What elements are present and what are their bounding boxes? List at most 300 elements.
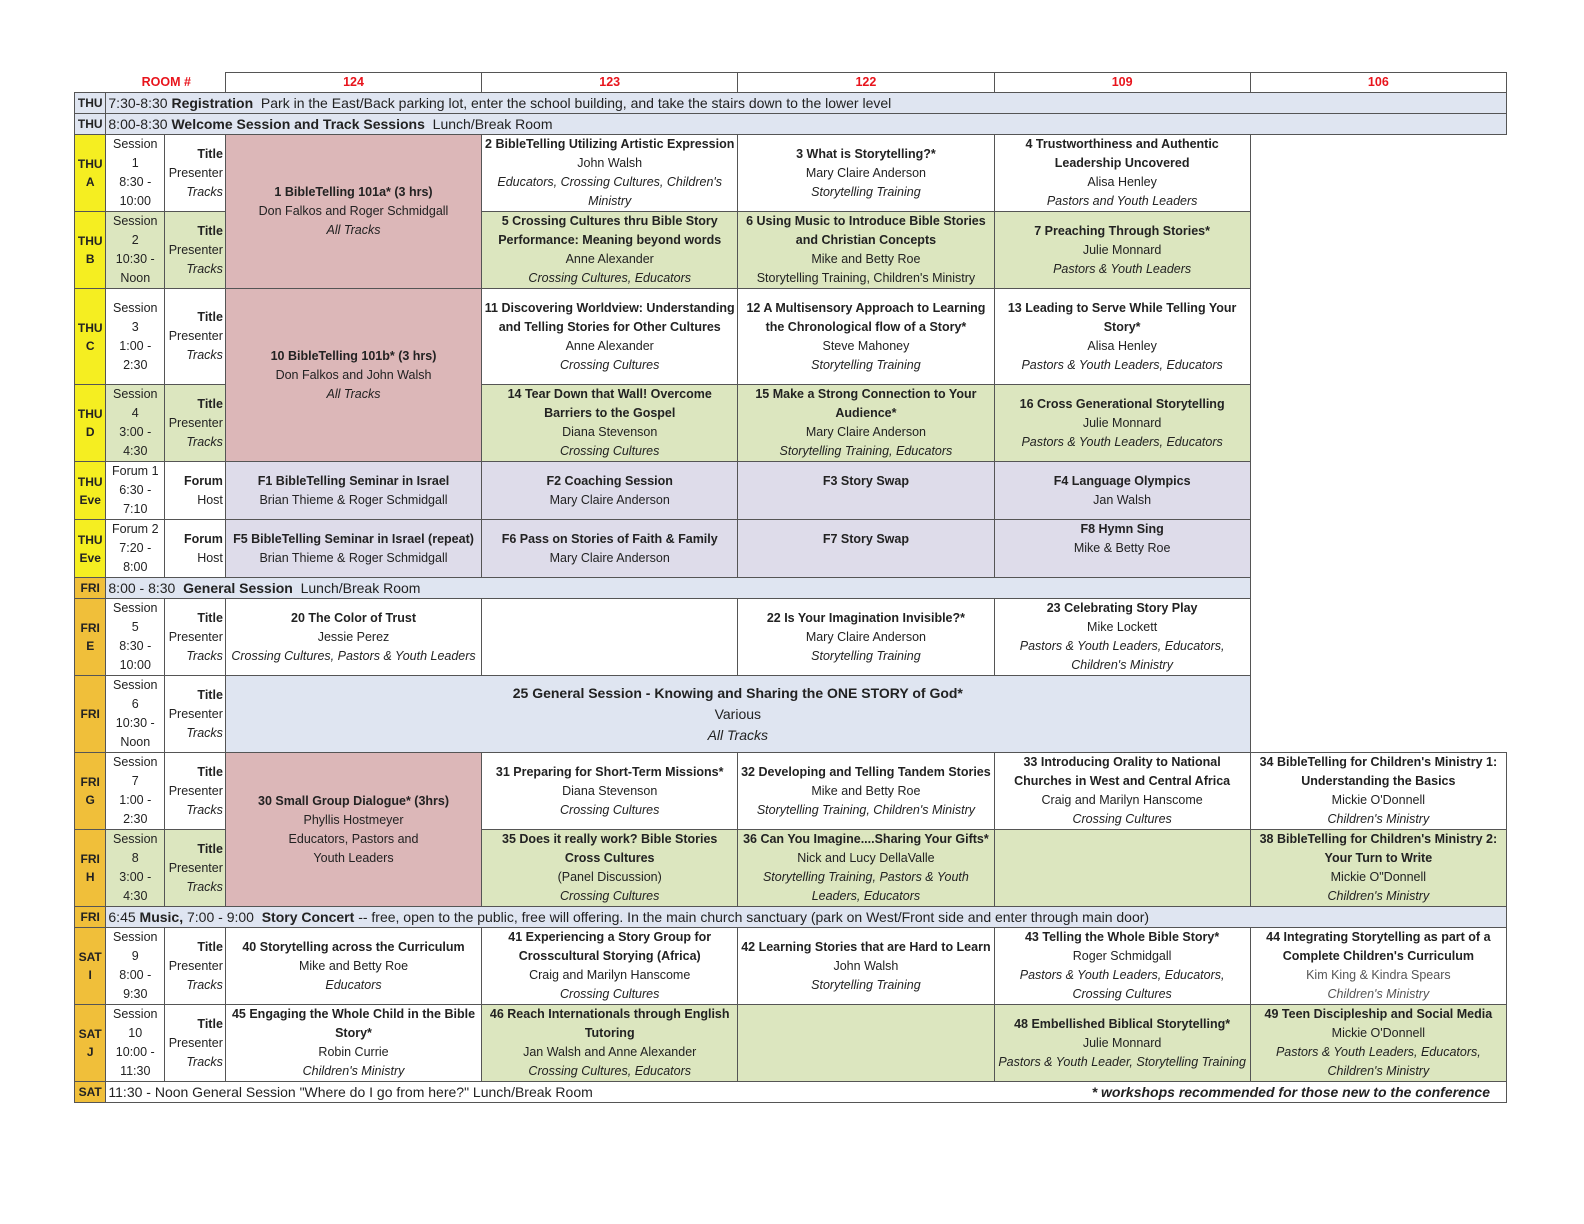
title-label: Title xyxy=(197,146,223,161)
workshop-title: F5 BibleTelling Seminar in Israel (repeat) xyxy=(233,531,474,546)
session-time xyxy=(106,135,165,212)
session-name: Session 7 xyxy=(113,755,158,788)
workshop-16[interactable] xyxy=(994,385,1250,462)
presenter-label: Presenter xyxy=(168,958,223,973)
slot-code: I xyxy=(88,968,92,982)
title-label: Title xyxy=(197,841,223,856)
workshop-tracks: Crossing Cultures xyxy=(560,889,660,903)
workshop-10[interactable] xyxy=(225,289,481,462)
workshop-title: 4 Trustworthiness and Authentic Leadership Uncovered xyxy=(1025,137,1219,170)
workshop-presenter: Anne Alexander xyxy=(565,338,654,353)
workshop-23[interactable] xyxy=(994,599,1250,676)
workshop-presenter: Mike and Betty Roe xyxy=(811,252,921,266)
session-start: 1:00 - xyxy=(119,793,152,807)
day-label: THU xyxy=(77,157,103,171)
presenter-label: Presenter xyxy=(168,165,223,180)
day-label: FRI xyxy=(75,907,106,928)
concert-banner xyxy=(106,907,1507,928)
workshop-tracks: Crossing Cultures, Educators xyxy=(528,1064,691,1078)
title-label: Title xyxy=(197,939,223,954)
workshop-tracks: Educators xyxy=(325,977,382,992)
workshop-tracks: Pastors & Youth Leaders, Educators xyxy=(1021,357,1223,372)
workshop-presenter: Brian Thieme & Roger Schmidgall xyxy=(259,550,448,565)
workshop-36[interactable] xyxy=(738,830,994,907)
row-labels xyxy=(165,462,226,520)
slot-code: B xyxy=(85,252,95,266)
workshop-presenter: Mike and Betty Roe xyxy=(298,958,409,973)
forum-label: Forum xyxy=(184,473,223,488)
empty-room-cell xyxy=(738,1005,994,1082)
day-label: THU xyxy=(77,532,103,547)
empty-cell xyxy=(1250,212,1506,289)
session-start: 8:00 - xyxy=(119,968,152,982)
workshop-title: 3 What is Storytelling?* xyxy=(796,146,936,161)
empty-room-cell xyxy=(994,830,1250,907)
workshop-tracks: Storytelling Training xyxy=(811,977,921,992)
workshop-7[interactable] xyxy=(994,212,1250,289)
empty-cell xyxy=(1250,385,1506,462)
workshop-presenter: Mike and Betty Roe xyxy=(811,783,921,798)
day-label: SAT xyxy=(78,950,102,964)
session-start: 10:00 - xyxy=(115,1045,155,1059)
workshop-tracks: Crossing Cultures xyxy=(1072,812,1172,826)
fri-general-row xyxy=(75,578,1507,599)
workshop-title: 14 Tear Down that Wall! Overcome Barriers to the Gospel xyxy=(507,387,712,420)
day-label: FRI xyxy=(75,578,106,599)
slot-code: E xyxy=(86,639,95,653)
forum-F3[interactable] xyxy=(738,462,994,520)
banner-text: -- free, open to the public, free will offering. In the main church sanctuary (park on West/Front side and enter through main door) xyxy=(358,908,1150,925)
banner-bold: Music, xyxy=(139,908,184,925)
workshop-presenter: Diana Stevenson xyxy=(562,783,658,798)
forum-F4[interactable] xyxy=(994,462,1250,520)
workshop-3[interactable] xyxy=(738,135,994,212)
workshop-tracks: Storytelling Training, Pastors & Youth Leaders, Educators xyxy=(762,870,969,903)
session-name: Session 1 xyxy=(113,137,158,170)
workshop-presenter: Nick and Lucy DellaValle xyxy=(797,851,935,865)
row-labels xyxy=(165,676,226,753)
workshop-32[interactable] xyxy=(738,753,994,830)
workshop-presenter: Mary Claire Anderson xyxy=(805,629,927,644)
fri-general-banner xyxy=(106,578,1250,599)
workshop-title: 25 General Session - Knowing and Sharing the ONE STORY of God* xyxy=(512,684,963,701)
workshop-title: 2 BibleTelling Utilizing Artistic Expression xyxy=(485,137,735,151)
room-106: 106 xyxy=(1250,73,1506,93)
workshop-presenter: Mike & Betty Roe xyxy=(1073,541,1171,555)
tracks-label: Tracks xyxy=(186,348,223,362)
workshop-title: 6 Using Music to Introduce Bible Stories and Christian Concepts xyxy=(746,214,986,247)
banner-bold: Registration xyxy=(171,94,254,111)
thu-welcome-row xyxy=(75,114,1507,135)
row-labels xyxy=(165,135,226,212)
workshop-tracks: Children's Ministry xyxy=(1327,889,1430,903)
tracks-label: Tracks xyxy=(186,802,223,817)
sat-final-row xyxy=(75,1082,1507,1103)
workshop-title: F6 Pass on Stories of Faith & Family xyxy=(501,531,718,546)
forum-row-1 xyxy=(75,462,1507,520)
tracks-label: Tracks xyxy=(186,434,223,449)
forum-F1[interactable] xyxy=(225,462,481,520)
session-time xyxy=(106,928,165,1005)
workshop-presenter: Mary Claire Anderson xyxy=(805,425,927,439)
session-name: Forum 2 xyxy=(111,522,159,536)
workshop-title: 16 Cross Generational Storytelling xyxy=(1019,396,1225,411)
workshop-tracks: Storytelling Training xyxy=(811,357,921,372)
banner-text: 11:30 - Noon General Session "Where do I go from here?" Lunch/Break Room xyxy=(108,1083,593,1100)
title-label: Title xyxy=(197,687,223,702)
workshop-tracks: Children's Ministry xyxy=(302,1064,405,1078)
workshop-31[interactable] xyxy=(482,753,738,830)
workshop-presenter: John Walsh xyxy=(577,156,643,170)
workshop-34[interactable] xyxy=(1250,753,1506,830)
workshop-40[interactable] xyxy=(225,928,481,1005)
workshop-tracks: Children's Ministry xyxy=(1327,987,1430,1001)
workshop-tracks: Storytelling Training, Children's Ministry xyxy=(756,802,976,817)
slot-code: A xyxy=(85,175,95,189)
workshop-tracks: Pastors & Youth Leader, Storytelling Training xyxy=(998,1054,1246,1069)
fri-concert-row xyxy=(75,907,1507,928)
workshop-6[interactable] xyxy=(738,212,994,289)
workshop-title: 31 Preparing for Short-Term Missions* xyxy=(495,764,724,779)
tracks-label: Tracks xyxy=(186,184,223,199)
welcome-banner xyxy=(106,114,1507,135)
workshop-title: 15 Make a Strong Connection to Your Audience* xyxy=(755,387,977,420)
session-start: 3:00 - xyxy=(119,870,152,884)
workshop-presenter: Phyllis Hostmeyer xyxy=(303,812,404,827)
presenter-label: Presenter xyxy=(168,329,223,343)
day-label: THU xyxy=(75,93,106,114)
title-label: Title xyxy=(197,396,223,411)
workshop-20[interactable] xyxy=(225,599,481,676)
tracks-label: Tracks xyxy=(186,879,223,894)
day-label: THU xyxy=(77,320,103,335)
session-name: Session 3 xyxy=(113,300,158,334)
workshop-title: 41 Experiencing a Story Group for Crosscultural Storying (Africa) xyxy=(508,930,712,963)
workshop-12[interactable] xyxy=(738,289,994,385)
tracks-label: Tracks xyxy=(186,977,223,992)
slot-code: C xyxy=(85,338,95,353)
forum-F6[interactable] xyxy=(482,520,738,578)
forum-F7[interactable] xyxy=(738,520,994,578)
row-labels xyxy=(165,289,226,385)
workshop-33[interactable] xyxy=(994,753,1250,830)
workshop-tracks: Children's Ministry xyxy=(1327,812,1430,826)
presenter-label: Presenter xyxy=(168,1035,223,1050)
workshop-presenter: Jan Walsh xyxy=(1093,492,1152,507)
workshop-presenter: Mary Claire Anderson xyxy=(549,550,670,565)
session-name: Session 5 xyxy=(113,601,158,634)
forum-F8[interactable] xyxy=(994,520,1250,578)
session-start: 7:20 - xyxy=(119,541,152,555)
workshop-43[interactable] xyxy=(994,928,1250,1005)
workshop-48[interactable] xyxy=(994,1005,1250,1082)
workshop-presenter: Mickie O'Donnell xyxy=(1331,1026,1426,1040)
workshop-tracks: Pastors & Youth Leaders, Educators, Children's Ministry xyxy=(1275,1045,1481,1078)
workshop-tracks: Pastors & Youth Leaders xyxy=(1053,261,1192,276)
day-label: FRI xyxy=(80,621,100,635)
empty-cell xyxy=(1250,520,1506,578)
workshop-46[interactable] xyxy=(482,1005,738,1082)
session-end: 10:00 xyxy=(119,194,151,208)
workshop-tracks: All Tracks xyxy=(707,726,769,743)
session-end: 2:30 xyxy=(123,357,148,372)
banner-bold: General Session xyxy=(183,579,293,596)
workshop-presenter: Steve Mahoney xyxy=(822,338,910,353)
workshop-35[interactable] xyxy=(482,830,738,907)
workshop-title: F8 Hymn Sing xyxy=(1080,522,1164,536)
empty-cell xyxy=(1250,578,1506,599)
session-name: Session 9 xyxy=(113,930,158,963)
workshop-tracks: Storytelling Training, Educators xyxy=(779,444,953,458)
session-row-g xyxy=(75,753,1507,830)
workshop-tracks: Educators, Crossing Cultures, Children's Ministry xyxy=(497,175,723,208)
workshop-45[interactable] xyxy=(225,1005,481,1082)
workshop-title: 33 Introducing Orality to National Churches in West and Central Africa xyxy=(1014,755,1231,788)
session-name: Session 2 xyxy=(113,214,158,247)
row-labels xyxy=(165,928,226,1005)
workshop-presenter: Mickie O"Donnell xyxy=(1330,870,1427,884)
workshop-13[interactable] xyxy=(994,289,1250,385)
workshop-presenter: Jessie Perez xyxy=(317,629,390,644)
workshop-presenter: Diana Stevenson xyxy=(562,425,658,439)
workshop-title: 32 Developing and Telling Tandem Stories xyxy=(741,764,991,779)
forum-F5[interactable] xyxy=(225,520,481,578)
workshop-presenter: Mary Claire Anderson xyxy=(805,165,927,180)
banner-time: 7:30-8:30 xyxy=(108,94,168,111)
tracks-label: Tracks xyxy=(186,1054,223,1069)
workshop-tracks: Crossing Cultures xyxy=(560,444,660,458)
workshop-presenter: John Walsh xyxy=(833,958,899,973)
title-label: Title xyxy=(197,764,223,779)
workshop-presenter: Alisa Henley xyxy=(1087,175,1157,189)
workshop-tracks: Storytelling Training, Children's Ministry xyxy=(756,271,976,285)
workshop-presenter: Don Falkos and Roger Schmidgall xyxy=(258,204,449,218)
workshop-title: 48 Embellished Biblical Storytelling* xyxy=(1014,1016,1231,1031)
session-row-6 xyxy=(75,676,1507,753)
workshop-presenter: Alisa Henley xyxy=(1087,338,1157,353)
workshop-tracks: Pastors & Youth Leaders, Educators, Children's Ministry xyxy=(1019,639,1225,672)
workshop-presenter: Roger Schmidgall xyxy=(1072,949,1172,963)
workshop-title: 40 Storytelling across the Curriculum xyxy=(242,939,465,954)
workshop-title: 12 A Multisensory Approach to Learning the Chronological flow of a Story* xyxy=(746,300,986,334)
workshop-title: 23 Celebrating Story Play xyxy=(1046,601,1198,615)
session-end: Noon xyxy=(120,271,151,285)
workshop-11[interactable] xyxy=(482,289,738,385)
day-cell xyxy=(75,520,106,578)
session-time xyxy=(106,520,165,578)
workshop-tracks: Crossing Cultures, Educators xyxy=(528,271,691,285)
session-end: 11:30 xyxy=(120,1064,151,1078)
presenter-label: Presenter xyxy=(168,415,223,430)
thu-registration-row xyxy=(75,93,1507,114)
workshop-42[interactable] xyxy=(738,928,994,1005)
day-cell xyxy=(75,385,106,462)
session-time xyxy=(106,212,165,289)
workshop-presenter: Mickie O'Donnell xyxy=(1331,793,1426,807)
session-start: 10:30 - xyxy=(115,252,155,266)
workshop-tracks: Crossing Cultures xyxy=(560,357,660,372)
session-end: 7:10 xyxy=(123,502,148,516)
workshop-tracks: Crossing Cultures xyxy=(560,987,660,1001)
day-cell xyxy=(75,212,106,289)
presenter-label: Presenter xyxy=(168,783,223,798)
row-labels xyxy=(165,753,226,830)
day-cell xyxy=(75,830,106,907)
banner-text: Lunch/Break Room xyxy=(432,115,553,132)
room-123: 123 xyxy=(482,73,738,93)
day-cell xyxy=(75,928,106,1005)
session-row-i xyxy=(75,928,1507,1005)
registration-banner xyxy=(106,93,1507,114)
title-label: Title xyxy=(197,610,223,625)
workshop-title: 5 Crossing Cultures thru Bible Story Performance: Meaning beyond words xyxy=(498,214,722,247)
banner-bold: Welcome Session and Track Sessions xyxy=(171,115,425,132)
banner-time: 8:00 - 8:30 xyxy=(108,579,176,596)
empty-cell xyxy=(1250,676,1506,753)
workshop-title: F4 Language Olympics xyxy=(1053,473,1191,488)
forum-label: Forum xyxy=(184,531,223,546)
workshop-title: 7 Preaching Through Stories* xyxy=(1034,223,1210,238)
session-end: 4:30 xyxy=(123,444,148,458)
banner-time: 6:45 xyxy=(108,908,136,925)
workshop-title: 13 Leading to Serve While Telling Your Story* xyxy=(1007,300,1237,334)
workshop-5[interactable] xyxy=(482,212,738,289)
workshop-presenter: Julie Monnard xyxy=(1082,1035,1162,1050)
workshop-tracks: Pastors and Youth Leaders xyxy=(1046,194,1198,208)
day-cell xyxy=(75,1005,106,1082)
workshop-presenter: Mary Claire Anderson xyxy=(549,492,670,507)
session-start: 6:30 - xyxy=(119,483,152,497)
title-label: Title xyxy=(197,1016,223,1031)
workshop-title: 46 Reach Internationals through English Tutoring xyxy=(489,1007,730,1040)
slot-code: D xyxy=(85,425,95,439)
workshop-presenter: Don Falkos and John Walsh xyxy=(275,367,432,382)
row-labels xyxy=(165,599,226,676)
session-name: Session 10 xyxy=(113,1007,158,1040)
row-labels xyxy=(165,385,226,462)
workshop-title: 38 BibleTelling for Children's Ministry 2: Your Turn to Write xyxy=(1259,832,1498,865)
host-label: Host xyxy=(197,550,223,565)
session-end: 10:00 xyxy=(119,658,151,672)
workshop-30[interactable] xyxy=(225,753,481,907)
footnote: * workshops recommended for those new to the conference xyxy=(1091,1083,1490,1100)
session-time xyxy=(106,289,165,385)
empty-cell xyxy=(1250,289,1506,385)
session-start: 1:00 - xyxy=(119,338,152,353)
session-time xyxy=(106,830,165,907)
workshop-22[interactable] xyxy=(738,599,994,676)
day-label: FRI xyxy=(80,775,100,789)
slot-code: H xyxy=(85,870,95,884)
slot-code: J xyxy=(86,1045,94,1059)
session-end: 2:30 xyxy=(123,812,148,826)
workshop-44[interactable] xyxy=(1250,928,1506,1005)
workshop-presenter: Craig and Marilyn Hanscome xyxy=(1041,793,1203,807)
room-header-row xyxy=(75,73,1507,93)
workshop-41[interactable] xyxy=(482,928,738,1005)
title-label: Title xyxy=(197,310,223,324)
workshop-49[interactable] xyxy=(1250,1005,1506,1082)
title-label: Title xyxy=(197,223,223,238)
session-row-e xyxy=(75,599,1507,676)
session-time xyxy=(106,676,165,753)
session-row-a xyxy=(75,135,1507,212)
session-start: 3:00 - xyxy=(119,425,152,439)
workshop-25[interactable] xyxy=(225,676,1250,753)
workshop-title: 11 Discovering Worldview: Understanding and Telling Stories for Other Cultures xyxy=(484,300,735,334)
workshop-tracks: Storytelling Training xyxy=(811,648,921,663)
slot-code: Eve xyxy=(79,550,101,565)
workshop-tracks: Pastors & Youth Leaders, Educators xyxy=(1021,434,1223,449)
empty-room-cell xyxy=(482,599,738,676)
tracks-label: Tracks xyxy=(186,261,223,276)
workshop-title: 10 BibleTelling 101b* (3 hrs) xyxy=(270,348,437,363)
workshop-presenter: Various xyxy=(714,705,762,722)
presenter-label: Presenter xyxy=(168,860,223,875)
day-cell xyxy=(75,289,106,385)
forum-F2[interactable] xyxy=(482,462,738,520)
day-label: THU xyxy=(77,234,103,248)
workshop-tracks: All Tracks xyxy=(326,386,381,401)
day-label: SAT xyxy=(78,1027,102,1041)
workshop-title: 36 Can You Imagine....Sharing Your Gifts* xyxy=(743,832,989,846)
day-label: SAT xyxy=(75,1082,106,1103)
row-labels xyxy=(165,520,226,578)
workshop-tracks: Pastors & Youth Leaders, Educators, Crossing Cultures xyxy=(1019,968,1225,1001)
workshop-title: 44 Integrating Storytelling as part of a Complete Children's Curriculum xyxy=(1266,930,1491,963)
session-row-j xyxy=(75,1005,1507,1082)
day-label: FRI xyxy=(75,676,106,753)
workshop-4[interactable] xyxy=(994,135,1250,212)
workshop-title: 22 Is Your Imagination Invisible?* xyxy=(766,610,966,625)
day-label: FRI xyxy=(80,852,100,866)
workshop-presenter: Brian Thieme & Roger Schmidgall xyxy=(259,492,448,507)
workshop-15[interactable] xyxy=(738,385,994,462)
workshop-title: 34 BibleTelling for Children's Ministry 1: Understanding the Basics xyxy=(1259,755,1498,788)
workshop-presenter: Robin Currie xyxy=(318,1045,389,1059)
forum-row-2 xyxy=(75,520,1507,578)
room-122: 122 xyxy=(738,73,994,93)
session-start: 8:30 - xyxy=(119,639,152,653)
workshop-2[interactable] xyxy=(482,135,738,212)
workshop-title: F1 BibleTelling Seminar in Israel xyxy=(257,473,450,488)
workshop-title: 45 Engaging the Whole Child in the Bible Story* xyxy=(231,1007,476,1040)
workshop-14[interactable] xyxy=(482,385,738,462)
workshop-title: 42 Learning Stories that are Hard to Learn xyxy=(741,939,991,954)
workshop-title: F3 Story Swap xyxy=(822,473,909,488)
sat-final-banner xyxy=(106,1082,1507,1103)
room-124: 124 xyxy=(225,73,481,93)
day-label: THU xyxy=(77,474,103,489)
slot-code: Eve xyxy=(79,492,101,507)
workshop-title: F7 Story Swap xyxy=(822,531,909,546)
workshop-1[interactable] xyxy=(225,135,481,289)
session-name: Forum 1 xyxy=(111,464,159,478)
workshop-presenter: (Panel Discussion) xyxy=(557,870,662,884)
workshop-tracks: All Tracks xyxy=(326,223,381,237)
workshop-presenter: Mike Lockett xyxy=(1087,620,1158,634)
row-labels xyxy=(165,212,226,289)
workshop-38[interactable] xyxy=(1250,830,1506,907)
workshop-tracks: Educators, Pastors and Youth Leaders xyxy=(288,831,419,865)
day-label: THU xyxy=(75,114,106,135)
workshop-title: F2 Coaching Session xyxy=(546,473,673,488)
workshop-presenter: Julie Monnard xyxy=(1082,242,1162,257)
session-time xyxy=(106,599,165,676)
workshop-title: 20 The Color of Trust xyxy=(291,610,417,625)
workshop-presenter: Anne Alexander xyxy=(565,252,654,266)
banner-text: Lunch/Break Room xyxy=(300,579,421,596)
